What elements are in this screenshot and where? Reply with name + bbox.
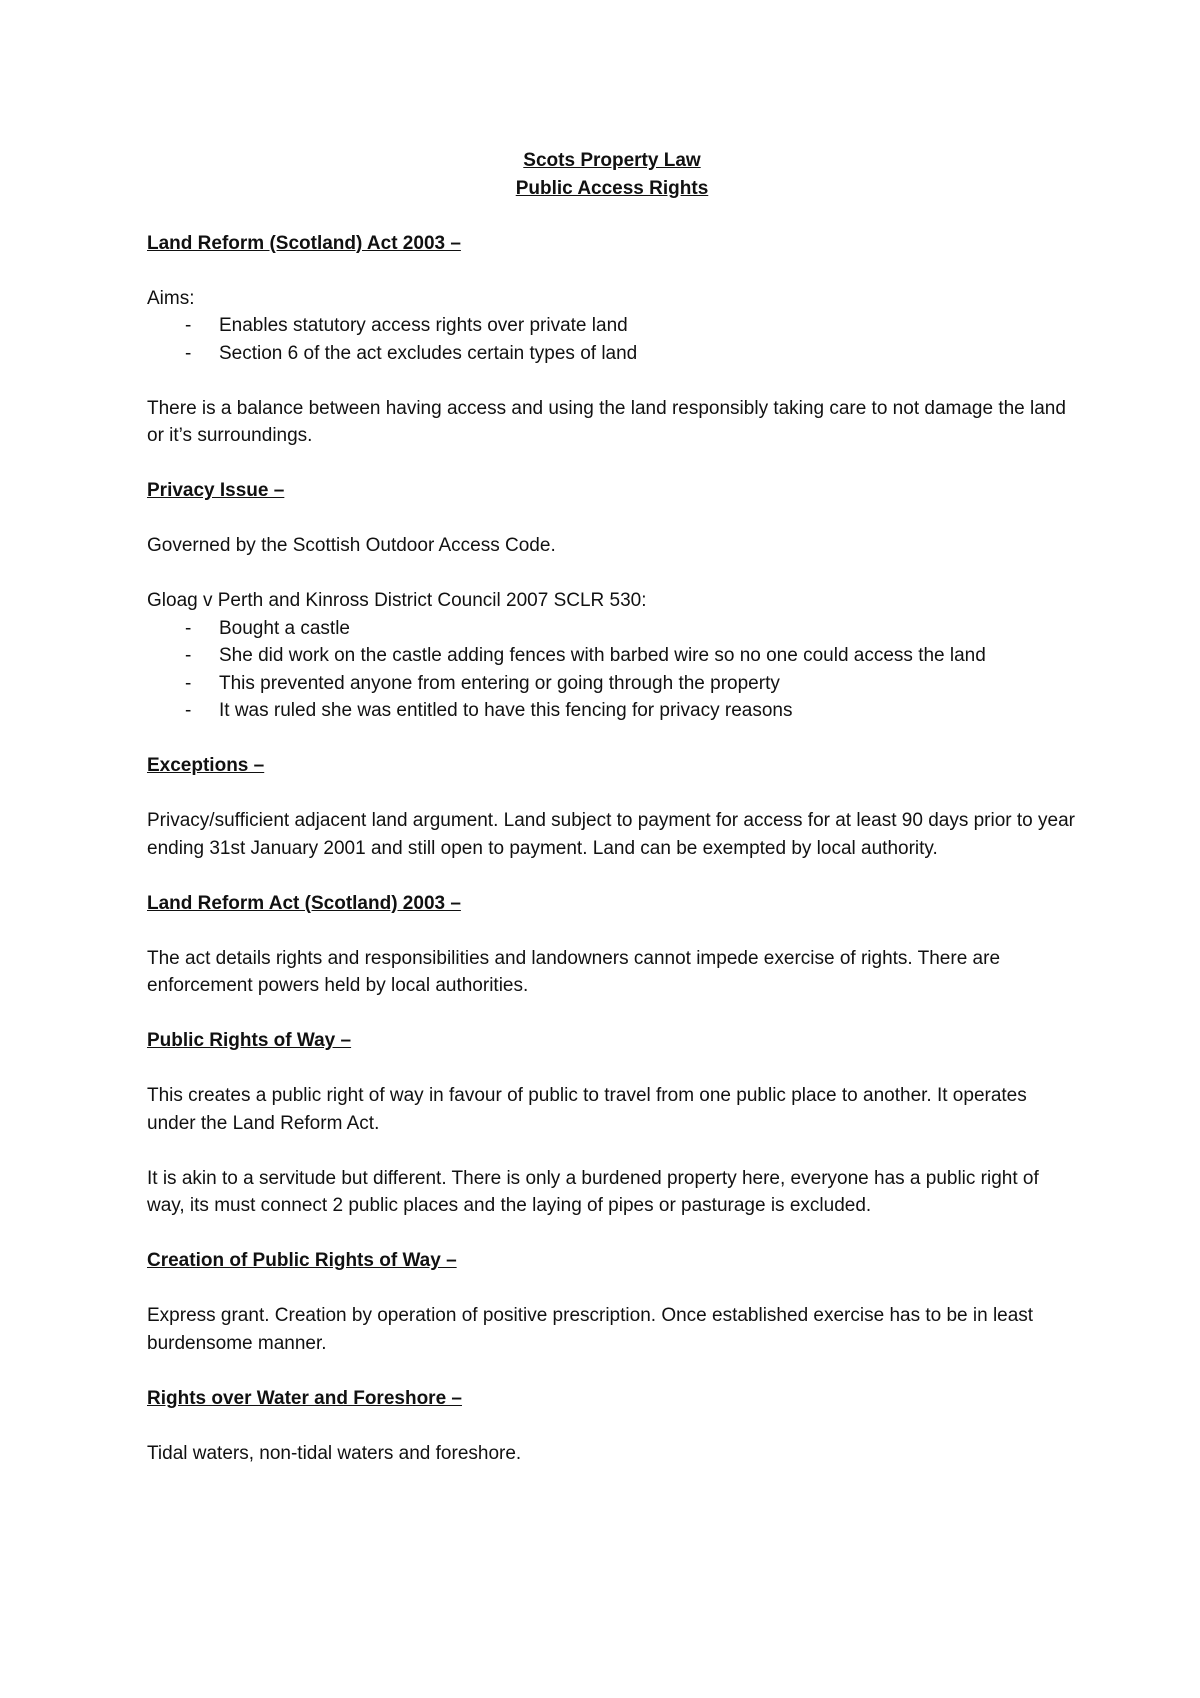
creation-paragraph: Express grant. Creation by operation of positive prescription. Once established exercise has to be in least burdensome manner.	[147, 1305, 1034, 1354]
land-reform-act-paragraph: The act details rights and responsibilities and landowners cannot impede exercise of rights. There are enforcement powers held by local authorities.	[147, 947, 1001, 996]
section-heading-water: Rights over Water and Foreshore –	[147, 1387, 462, 1409]
dash-bullet: -	[185, 700, 192, 721]
spacer	[147, 1275, 1077, 1303]
section-heading-land-reform-act: Land Reform Act (Scotland) 2003 –	[147, 892, 461, 914]
list-item	[147, 615, 1077, 643]
spacer	[147, 1137, 1077, 1165]
public-rights-paragraph-1: This creates a public right of way in favour of public to travel from one public place to another. It operates under the Land Reform Act.	[147, 1085, 1027, 1134]
dash-bullet: -	[185, 315, 192, 336]
aims-label: Aims:	[147, 287, 195, 309]
section-heading-exceptions: Exceptions –	[147, 755, 265, 776]
aims-list	[147, 312, 1077, 367]
list-item	[147, 670, 1077, 698]
list-item-text: It was ruled she was entitled to have this fencing for privacy reasons	[219, 700, 793, 721]
spacer	[147, 1055, 1077, 1083]
dash-bullet: -	[185, 342, 192, 364]
spacer	[147, 780, 1077, 808]
spacer	[147, 1220, 1077, 1248]
list-item-text: Enables statutory access rights over private land	[219, 315, 628, 336]
list-item	[147, 697, 1077, 725]
list-item	[147, 312, 1077, 340]
balance-paragraph: There is a balance between having access and using the land responsibly taking care to not damage the land or it’s surroundings.	[147, 397, 1066, 446]
document-subtitle: Public Access Rights	[515, 177, 709, 199]
spacer	[147, 862, 1077, 890]
spacer	[147, 505, 1077, 533]
public-rights-paragraph-2: It is akin to a servitude but different. There is only a burdened property here, everyone has a public right of way, its must connect 2 public places and the laying of pipes or pasturage is excluded.	[147, 1167, 1039, 1216]
spacer	[147, 367, 1077, 395]
governed-paragraph: Governed by the Scottish Outdoor Access Code.	[147, 535, 556, 556]
dash-bullet: -	[185, 672, 192, 694]
spacer	[147, 1412, 1077, 1440]
document-title: Scots Property Law	[523, 150, 701, 171]
spacer	[147, 1000, 1077, 1028]
list-item-text: She did work on the castle adding fences with barbed wire so no one could access the land	[219, 645, 986, 666]
spacer	[147, 257, 1077, 285]
spacer	[147, 1357, 1077, 1385]
list-item	[147, 642, 1077, 670]
case-title: Gloag v Perth and Kinross District Council 2007 SCLR 530:	[147, 590, 647, 611]
spacer	[147, 202, 1077, 230]
section-heading-public-rights: Public Rights of Way –	[147, 1030, 352, 1051]
list-item-text: Section 6 of the act excludes certain types of land	[219, 342, 638, 364]
spacer	[147, 560, 1077, 588]
list-item-text: Bought a castle	[219, 617, 350, 639]
dash-bullet: -	[185, 645, 192, 666]
spacer	[147, 450, 1077, 478]
spacer	[147, 725, 1077, 753]
document-body	[147, 147, 1077, 1467]
list-item-text: This prevented anyone from entering or going through the property	[219, 672, 780, 694]
dash-bullet: -	[185, 617, 192, 639]
exceptions-paragraph: Privacy/sufficient adjacent land argument. Land subject to payment for access for at least 90 days prior to year ending 31st January 2001 and still open to payment. Land can be exempted by local authority.	[147, 810, 1075, 859]
spacer	[147, 917, 1077, 945]
section-heading-land-reform: Land Reform (Scotland) Act 2003 –	[147, 232, 461, 254]
water-paragraph: Tidal waters, non-tidal waters and foreshore.	[147, 1442, 522, 1464]
case-points-list	[147, 615, 1077, 725]
section-heading-privacy: Privacy Issue –	[147, 480, 285, 501]
section-heading-creation: Creation of Public Rights of Way –	[147, 1250, 457, 1271]
list-item	[147, 340, 1077, 368]
